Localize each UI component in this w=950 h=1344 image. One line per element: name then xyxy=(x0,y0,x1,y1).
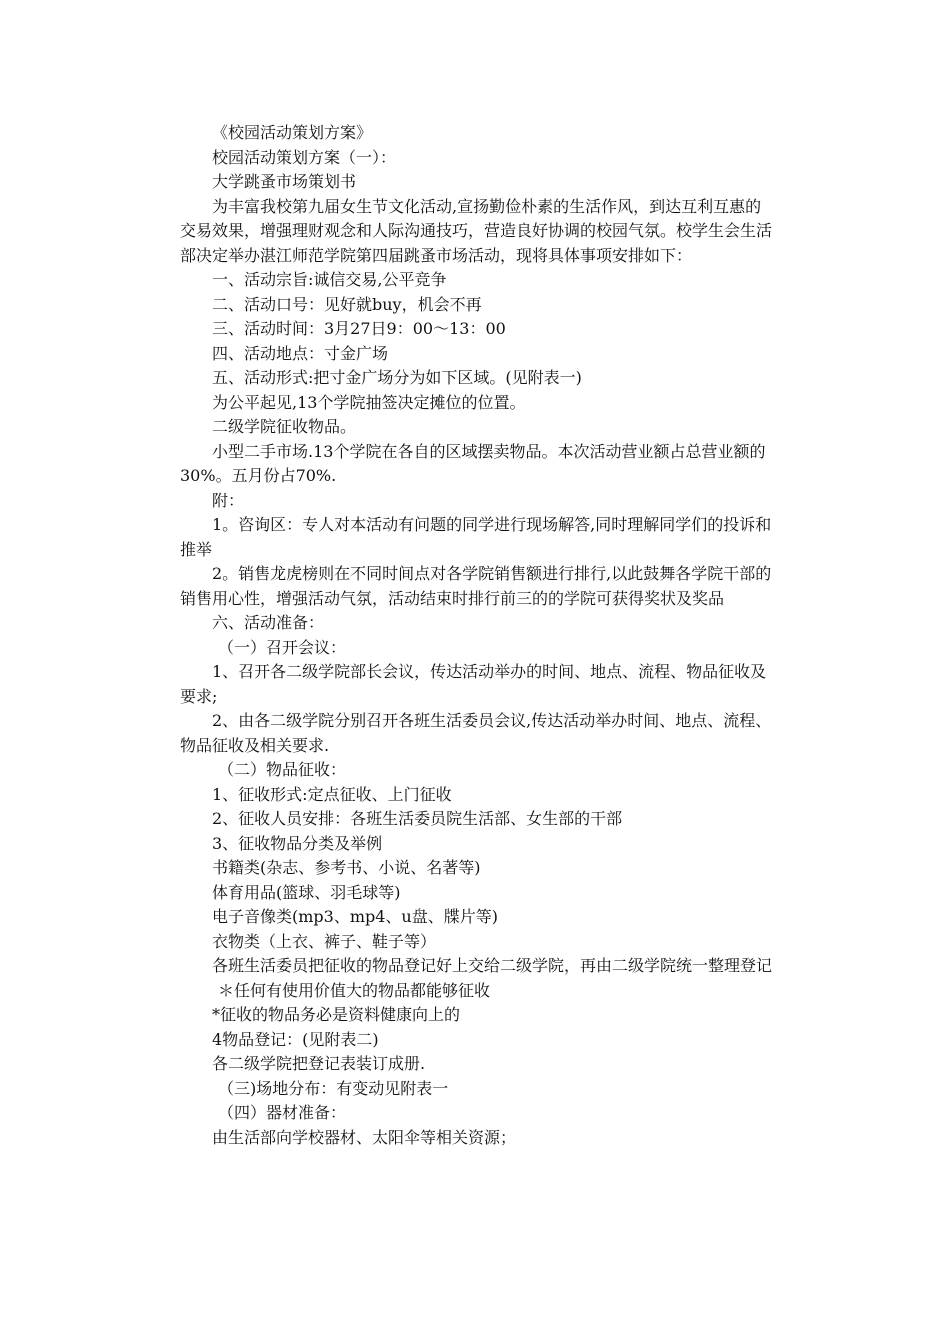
paragraph: 小型二手市场.13个学院在各自的区域摆卖物品。本次活动营业额占总营业额的30%。五月份占70%. xyxy=(180,441,766,485)
paragraph: 四、活动地点：寸金广场 xyxy=(212,343,389,363)
paragraph: 二、活动口号：见好就buy，机会不再 xyxy=(212,294,482,314)
note: ＊任何有使用价值大的物品都能够征收 xyxy=(218,980,491,1000)
note: *征收的物品务必是资料健康向上的 xyxy=(212,1005,461,1024)
list-item: 书籍类(杂志、参考书、小说、名著等) xyxy=(212,858,481,877)
paragraph: 2、征收人员安排：各班生活委员院生活部、女生部的干部 xyxy=(212,809,623,828)
paragraph: 1。咨询区：专人对本活动有问题的同学进行现场解答,同时理解同学们的投诉和推举 xyxy=(180,515,772,559)
paragraph: 为公平起见,13个学院抽签决定摊位的位置。 xyxy=(212,392,526,412)
list-item: 衣物类（上衣、裤子、鞋子等） xyxy=(212,931,437,951)
subtitle: 大学跳蚤市场策划书 xyxy=(212,172,357,191)
paragraph: 2、由各二级学院分别召开各班生活委员会议,传达活动举办时间、地点、流程、物品征收及相关要求. xyxy=(180,711,772,755)
paragraph: 三、活动时间：3月27日9：00～13：00 xyxy=(212,319,506,338)
paragraph: 由生活部向学校器材、太阳伞等相关资源； xyxy=(212,1127,517,1147)
paragraph: 3、征收物品分类及举例 xyxy=(212,833,383,853)
paragraph: 4物品登记：(见附表二) xyxy=(212,1029,379,1049)
paragraph: 2。销售龙虎榜则在不同时间点对各学院销售额进行排行,以此鼓舞各学院干部的销售用心性，增强活动气氛，活动结束时排行前三的的学院可获得奖状及奖品 xyxy=(180,564,772,608)
section-heading: 六、活动准备： xyxy=(212,613,325,632)
list-item: 电子音像类(mp3、mp4、u盘、牒片等) xyxy=(212,907,498,926)
paragraph: 1、征收形式:定点征收、上门征收 xyxy=(212,784,452,804)
document-title: 《校园活动策划方案》 xyxy=(212,123,373,142)
paragraph: 五、活动形式:把寸金广场分为如下区域。(见附表一) xyxy=(212,368,582,387)
subsection-heading: （一）召开会议： xyxy=(218,637,347,657)
paragraph: 各二级学院把登记表装订成册. xyxy=(212,1054,426,1073)
subsection-heading: （二）物品征收： xyxy=(218,760,347,779)
paragraph: 1、召开各二级学院部长会议，传达活动举办的时间、地点、流程、物品征收及要求; xyxy=(180,662,767,706)
subsection-heading: （三)场地分布：有变动见附表一 xyxy=(218,1078,449,1098)
intro-paragraph: 为丰富我校第九届女生节文化活动,宣扬勤俭朴素的生活作风，到达互利互惠的交易效果，增强理财观念和人际沟通技巧，营造良好协调的校园气氛。校学生会生活部决定举办湛江师范学院第四届跳蚤市场活动，现将具体事项安排如下： xyxy=(180,196,773,265)
paragraph: 各班生活委员把征收的物品登记好上交给二级学院，再由二级学院统一整理登记 xyxy=(212,956,773,975)
document-body xyxy=(180,121,774,1150)
paragraph: 一、活动宗旨:诚信交易,公平竞争 xyxy=(212,270,447,289)
section-heading: 校园活动策划方案（一）： xyxy=(212,147,397,167)
subsection-heading: （四）器材准备： xyxy=(218,1103,347,1122)
paragraph: 二级学院征收物品。 xyxy=(212,417,357,436)
list-item: 体育用品(篮球、羽毛球等) xyxy=(212,882,401,902)
paragraph: 附： xyxy=(212,490,245,510)
